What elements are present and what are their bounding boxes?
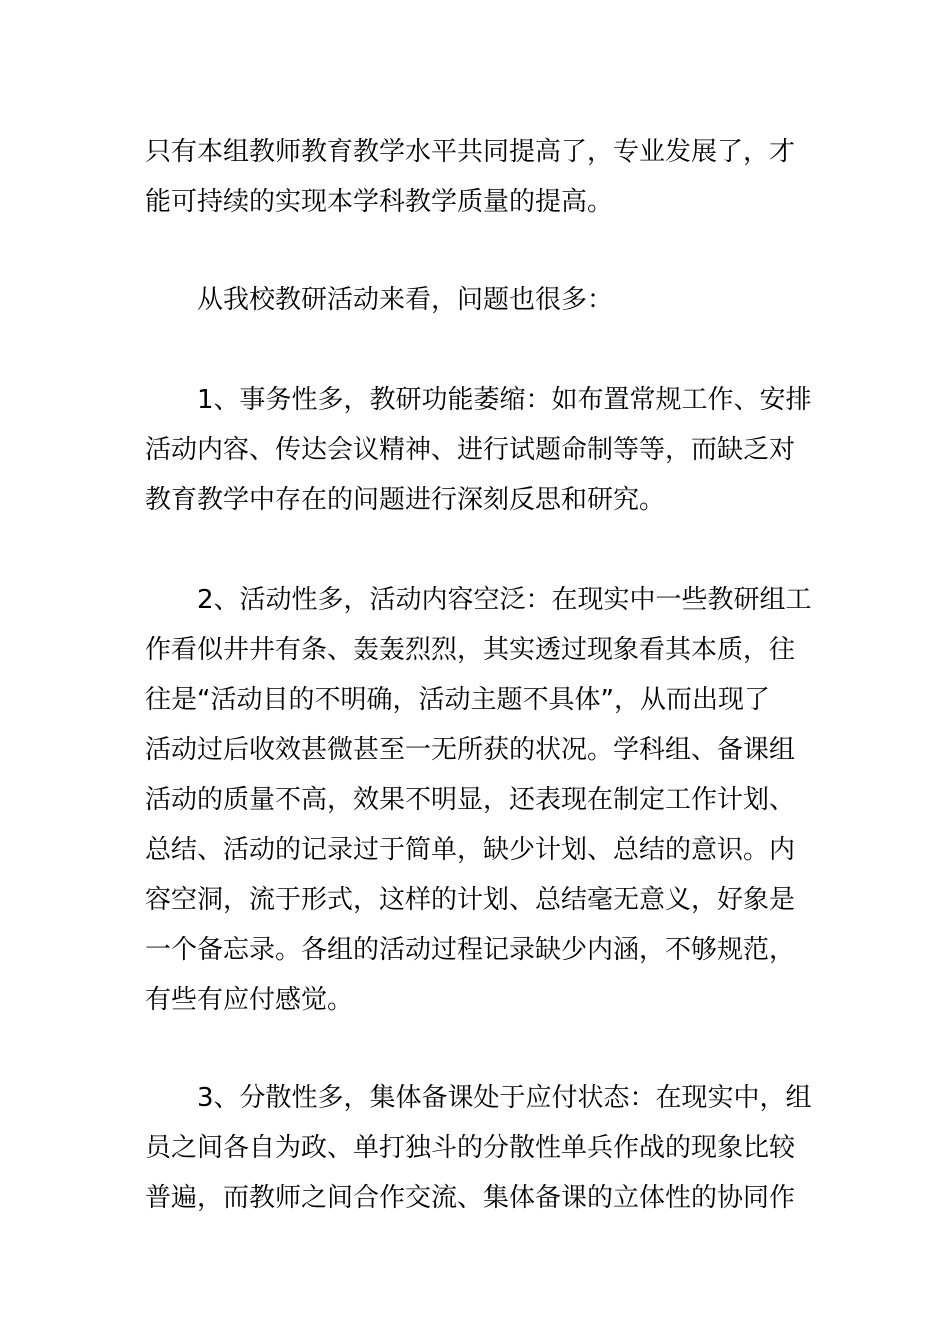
paragraph-1-line-2: 能可持续的实现本学科教学质量的提高。 xyxy=(145,187,614,217)
paragraph-4-line-3: 往是“活动目的不明确，活动主题不具体”，从而出现了 xyxy=(145,685,770,715)
paragraph-4-line-7: 容空洞，流于形式，这样的计划、总结毫无意义，好象是 xyxy=(145,885,796,915)
paragraph-4-line-4: 活动过后收效甚微甚至一无所获的状况。学科组、备课组 xyxy=(145,735,796,765)
paragraph-3-line-2: 活动内容、传达会议精神、进行试题命制等等，而缺乏对 xyxy=(145,435,796,465)
paragraph-3-line-1: 1、事务性多，教研功能萎缩：如布置常规工作、安排 xyxy=(197,385,812,415)
paragraph-4-line-1: 2、活动性多，活动内容空泛：在现实中一些教研组工 xyxy=(197,585,812,615)
paragraph-4-line-6: 总结、活动的记录过于简单，缺少计划、总结的意识。内 xyxy=(145,835,796,865)
paragraph-4-line-5: 活动的质量不高，效果不明显，还表现在制定工作计划、 xyxy=(145,785,796,815)
paragraph-5-line-3: 普遍，而教师之间合作交流、集体备课的立体性的协同作 xyxy=(145,1183,796,1213)
paragraph-1-line-1: 只有本组教师教育教学水平共同提高了，专业发展了，才 xyxy=(145,137,796,167)
paragraph-2-line-1: 从我校教研活动来看，问题也很多： xyxy=(197,285,614,315)
paragraph-4-line-2: 作看似井井有条、轰轰烈烈，其实透过现象看其本质，往 xyxy=(145,635,796,665)
paragraph-3-line-3: 教育教学中存在的问题进行深刻反思和研究。 xyxy=(145,485,666,515)
paragraph-5-line-1: 3、分散性多，集体备课处于应付状态：在现实中，组 xyxy=(197,1083,812,1113)
paragraph-5-line-2: 员之间各自为政、单打独斗的分散性单兵作战的现象比较 xyxy=(145,1133,796,1163)
paragraph-4-line-8: 一个备忘录。各组的活动过程记录缺少内涵，不够规范， xyxy=(145,935,796,965)
paragraph-4-line-9: 有些有应付感觉。 xyxy=(145,985,354,1015)
